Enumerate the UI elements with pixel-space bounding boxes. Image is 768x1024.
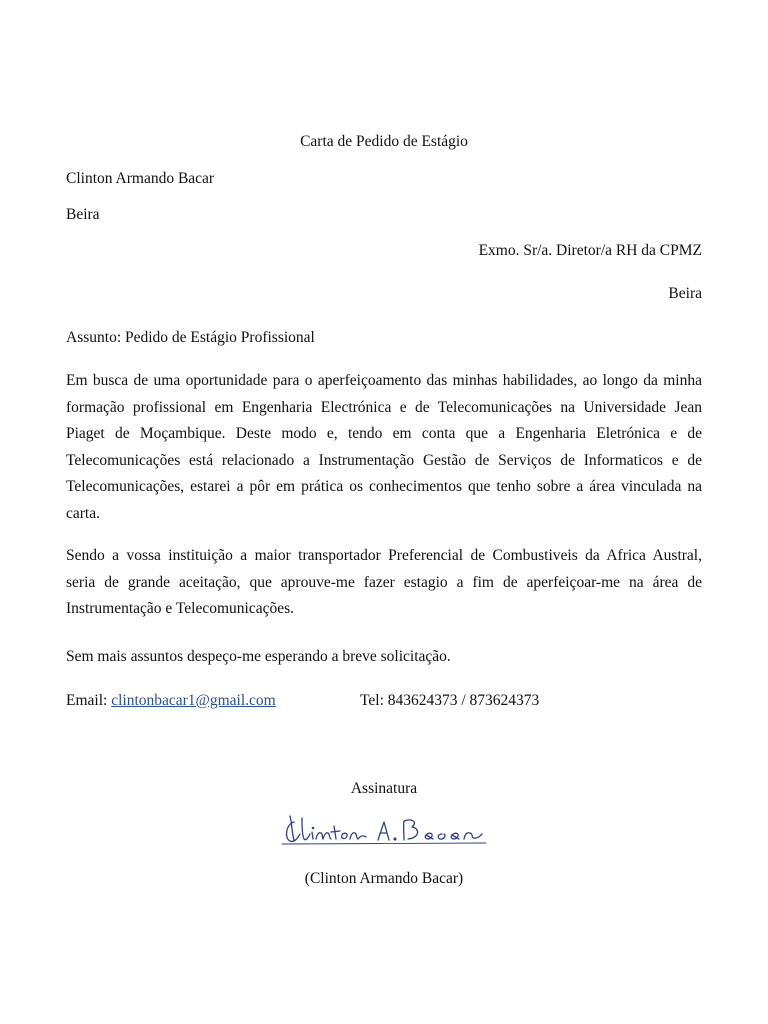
paragraph-intro — [66, 368, 702, 527]
paragraph-line: Telecomunicações, estarei a pôr em prática os conhecimentos que tenho sobre a área vinculada na — [66, 478, 702, 495]
email-link[interactable]: clintonbacar1@gmail.com — [111, 692, 276, 709]
paragraph-line: Em busca de uma oportunidade para o aperfeiçoamento das minhas habilidades, ao longo da minha — [66, 372, 702, 389]
closing-line: Sem mais assuntos despeço-me esperando a breve solicitação. — [66, 648, 451, 665]
subject-line: Assunto: Pedido de Estágio Profissional — [66, 329, 315, 346]
paragraph-line: Sendo a vossa instituição a maior transportador Preferencial de Combustiveis da Africa Austral, — [66, 547, 702, 564]
paragraph-line: Instrumentação e Telecomunicações. — [66, 600, 295, 617]
paragraph-line: Piaget de Moçambique. Deste modo e, tendo em conta que a Engenharia Eletrónica e de — [66, 425, 702, 442]
recipient: Exmo. Sr/a. Diretor/a RH da CPMZ — [478, 242, 702, 259]
phone-numbers: Tel: 843624373 / 873624373 — [360, 692, 540, 709]
sender-city: Beira — [66, 206, 100, 223]
paragraph-line: carta. — [66, 504, 100, 522]
paragraph-line: Telecomunicações está relacionado a Instrumentação Gestão de Serviços de Informaticos e de — [66, 451, 702, 469]
email-label: Email: — [66, 692, 108, 709]
email-row — [66, 691, 276, 711]
letter-title: Carta de Pedido de Estágio — [300, 133, 468, 150]
handwritten-signature — [280, 808, 490, 848]
paragraph-line: seria de grande aceitação, que aprouve-me fazer estagio a fim de aperfeiçoar-me na área de — [66, 573, 702, 591]
signed-name: (Clinton Armando Bacar) — [304, 870, 464, 887]
signature-label: Assinatura — [350, 780, 418, 797]
paragraph-line: formação profissional em Engenharia Electrónica e de Telecomunicações na Universidade Jean — [66, 398, 702, 416]
recipient-city: Beira — [668, 285, 702, 302]
paragraph-motivation — [66, 543, 702, 623]
sender-name: Clinton Armando Bacar — [66, 170, 215, 187]
